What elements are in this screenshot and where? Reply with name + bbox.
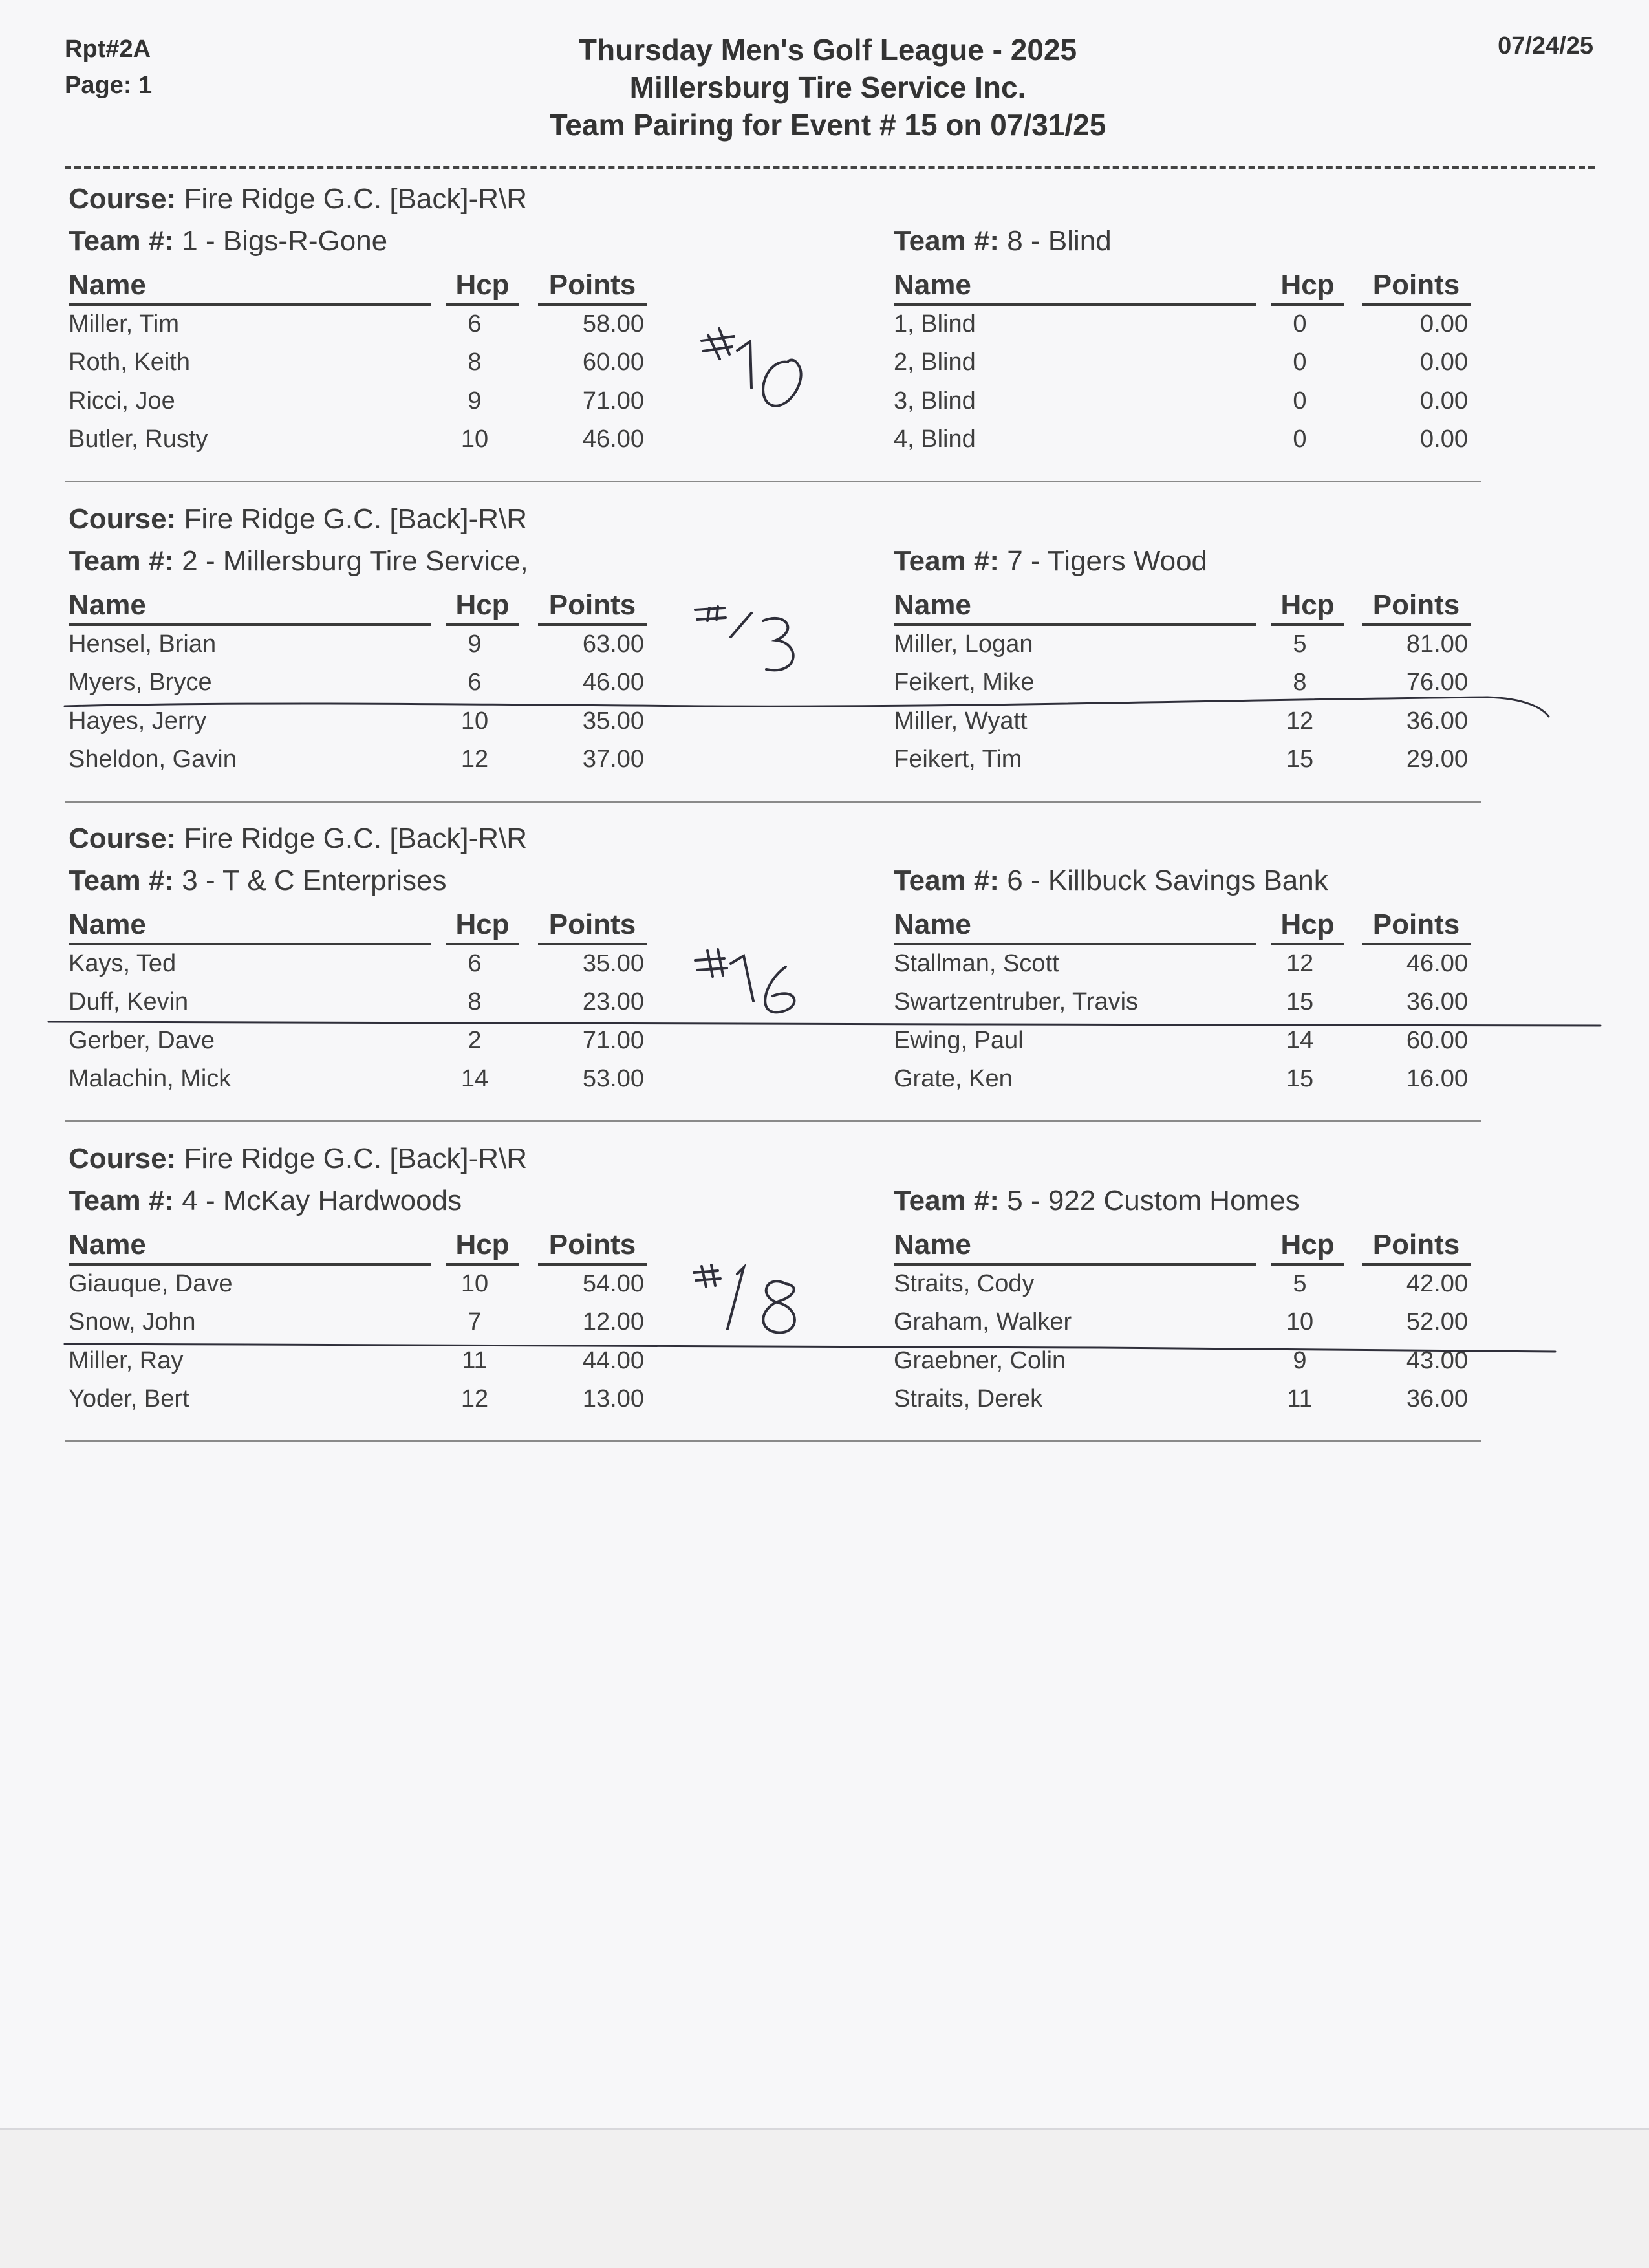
player-name: 4, Blind bbox=[894, 426, 976, 453]
team-title-left bbox=[69, 545, 528, 578]
points-header-underline bbox=[1362, 943, 1471, 945]
player-name: Butler, Rusty bbox=[69, 426, 208, 453]
name-header-underline bbox=[894, 1263, 1256, 1266]
points-header-underline bbox=[538, 943, 647, 945]
team-name: 7 - Tigers Wood bbox=[1007, 545, 1208, 577]
player-name: Sheldon, Gavin bbox=[69, 746, 237, 773]
name-header-underline bbox=[894, 943, 1256, 945]
player-points: 76.00 bbox=[1406, 669, 1468, 696]
points-column-header: Points bbox=[1372, 909, 1460, 940]
points-header-underline bbox=[1362, 623, 1471, 626]
team-title-left bbox=[69, 225, 387, 257]
course-name: Fire Ridge G.C. [Back]-R\R bbox=[184, 1143, 528, 1174]
team-label: Team #: bbox=[894, 225, 1000, 257]
league-title: Thursday Men's Golf League - 2025 bbox=[578, 33, 1077, 67]
hcp-header-underline bbox=[1271, 1263, 1344, 1266]
player-points: 36.00 bbox=[1406, 707, 1468, 735]
points-header-underline bbox=[1362, 1263, 1471, 1266]
name-column-header: Name bbox=[894, 1229, 971, 1260]
player-hcp: 12 bbox=[1286, 950, 1314, 977]
player-name: Giauque, Dave bbox=[69, 1270, 233, 1297]
player-points: 0.00 bbox=[1420, 426, 1468, 453]
name-column-header: Name bbox=[69, 1229, 146, 1260]
points-column-header: Points bbox=[548, 589, 636, 621]
team-title-right bbox=[894, 1185, 1300, 1217]
player-points: 46.00 bbox=[582, 426, 644, 453]
report-id: Rpt#2A bbox=[65, 36, 151, 63]
team-name: 8 - Blind bbox=[1007, 225, 1112, 257]
player-points: 81.00 bbox=[1406, 631, 1468, 658]
player-name: 2, Blind bbox=[894, 349, 976, 376]
player-points: 52.00 bbox=[1406, 1308, 1468, 1335]
player-name: Hensel, Brian bbox=[69, 631, 217, 658]
player-points: 0.00 bbox=[1420, 349, 1468, 376]
player-name: Snow, John bbox=[69, 1308, 196, 1335]
block-bottom-rule bbox=[65, 481, 1481, 482]
player-hcp: 9 bbox=[468, 387, 482, 415]
hcp-header-underline bbox=[1271, 303, 1344, 306]
player-points: 60.00 bbox=[1406, 1027, 1468, 1054]
player-points: 0.00 bbox=[1420, 310, 1468, 338]
points-header-underline bbox=[538, 1263, 647, 1266]
player-name: Ewing, Paul bbox=[894, 1027, 1024, 1054]
player-name: Stallman, Scott bbox=[894, 950, 1059, 977]
name-header-underline bbox=[69, 943, 431, 945]
name-column-header: Name bbox=[894, 909, 971, 940]
player-name: Malachin, Mick bbox=[69, 1065, 232, 1092]
points-header-underline bbox=[1362, 303, 1471, 306]
player-name: Miller, Wyatt bbox=[894, 707, 1028, 735]
player-name: Hayes, Jerry bbox=[69, 707, 207, 735]
course-name: Fire Ridge G.C. [Back]-R\R bbox=[184, 503, 528, 535]
team-label: Team #: bbox=[69, 1185, 175, 1216]
player-points: 13.00 bbox=[582, 1385, 644, 1412]
player-name: Miller, Tim bbox=[69, 310, 179, 338]
course-label: Course: bbox=[69, 183, 177, 215]
player-hcp: 9 bbox=[468, 631, 482, 658]
player-hcp: 15 bbox=[1286, 746, 1314, 773]
team-title-right bbox=[894, 865, 1328, 897]
player-points: 60.00 bbox=[582, 349, 644, 376]
team-name: 5 - 922 Custom Homes bbox=[1007, 1185, 1300, 1216]
player-hcp: 6 bbox=[468, 669, 482, 696]
player-hcp: 12 bbox=[1286, 707, 1314, 735]
hcp-column-header: Hcp bbox=[1280, 1229, 1335, 1260]
hcp-header-underline bbox=[446, 1263, 519, 1266]
name-column-header: Name bbox=[894, 589, 971, 621]
player-points: 44.00 bbox=[582, 1347, 644, 1374]
player-points: 63.00 bbox=[582, 631, 644, 658]
player-points: 16.00 bbox=[1406, 1065, 1468, 1092]
page-number: Page: 1 bbox=[65, 72, 153, 99]
name-header-underline bbox=[69, 623, 431, 626]
points-column-header: Points bbox=[1372, 589, 1460, 621]
player-name: Miller, Logan bbox=[894, 631, 1033, 658]
player-name: Ricci, Joe bbox=[69, 387, 175, 415]
player-points: 71.00 bbox=[582, 1027, 644, 1054]
player-name: Myers, Bryce bbox=[69, 669, 212, 696]
strike-line-3 bbox=[65, 1344, 1555, 1352]
player-name: Feikert, Mike bbox=[894, 669, 1035, 696]
team-name: 6 - Killbuck Savings Bank bbox=[1007, 865, 1328, 896]
hcp-column-header: Hcp bbox=[1280, 909, 1335, 940]
player-points: 58.00 bbox=[582, 310, 644, 338]
player-hcp: 5 bbox=[1293, 1270, 1307, 1297]
hcp-column-header: Hcp bbox=[455, 909, 510, 940]
player-hcp: 10 bbox=[460, 1270, 489, 1297]
player-name: 3, Blind bbox=[894, 387, 976, 415]
event-title: Team Pairing for Event # 15 on 07/31/25 bbox=[549, 108, 1106, 142]
team-label: Team #: bbox=[894, 1185, 1000, 1216]
player-points: 35.00 bbox=[582, 707, 644, 735]
name-header-underline bbox=[69, 1263, 431, 1266]
hcp-column-header: Hcp bbox=[1280, 269, 1335, 301]
team-label: Team #: bbox=[69, 225, 175, 257]
player-hcp: 0 bbox=[1293, 349, 1307, 376]
points-column-header: Points bbox=[548, 909, 636, 940]
player-hcp: 0 bbox=[1293, 387, 1307, 415]
name-header-underline bbox=[69, 303, 431, 306]
player-hcp: 2 bbox=[468, 1027, 482, 1054]
player-hcp: 8 bbox=[1293, 669, 1307, 696]
player-name: Duff, Kevin bbox=[69, 988, 189, 1015]
points-header-underline bbox=[538, 623, 647, 626]
player-name: Graebner, Colin bbox=[894, 1347, 1066, 1374]
player-name: Feikert, Tim bbox=[894, 746, 1022, 773]
block-bottom-rule bbox=[65, 801, 1481, 803]
player-hcp: 11 bbox=[1287, 1385, 1313, 1412]
player-points: 29.00 bbox=[1406, 746, 1468, 773]
hole-note-13-mark bbox=[695, 607, 793, 670]
player-hcp: 12 bbox=[460, 746, 489, 773]
player-hcp: 6 bbox=[468, 950, 482, 977]
name-column-header: Name bbox=[69, 909, 146, 940]
report-title-block bbox=[0, 31, 1649, 144]
player-points: 53.00 bbox=[582, 1065, 644, 1092]
course-line bbox=[69, 1143, 527, 1175]
team-label: Team #: bbox=[69, 545, 175, 577]
name-header-underline bbox=[894, 303, 1256, 306]
player-hcp: 0 bbox=[1293, 310, 1307, 338]
team-name: 3 - T & C Enterprises bbox=[182, 865, 447, 896]
hcp-header-underline bbox=[1271, 943, 1344, 945]
team-title-right bbox=[894, 225, 1112, 257]
player-hcp: 14 bbox=[1286, 1027, 1314, 1054]
block-bottom-rule bbox=[65, 1440, 1481, 1442]
player-hcp: 11 bbox=[462, 1347, 488, 1374]
team-label: Team #: bbox=[894, 865, 1000, 896]
player-hcp: 10 bbox=[460, 426, 489, 453]
player-name: 1, Blind bbox=[894, 310, 976, 338]
name-header-underline bbox=[894, 623, 1256, 626]
hcp-column-header: Hcp bbox=[1280, 589, 1335, 621]
player-points: 0.00 bbox=[1420, 387, 1468, 415]
course-line bbox=[69, 503, 527, 535]
player-points: 36.00 bbox=[1406, 988, 1468, 1015]
player-name: Straits, Cody bbox=[894, 1270, 1035, 1297]
name-column-header: Name bbox=[69, 269, 146, 301]
points-column-header: Points bbox=[1372, 1229, 1460, 1260]
course-name: Fire Ridge G.C. [Back]-R\R bbox=[184, 823, 528, 854]
player-hcp: 8 bbox=[468, 988, 482, 1015]
player-points: 46.00 bbox=[582, 669, 644, 696]
header-divider bbox=[65, 166, 1595, 169]
player-name: Gerber, Dave bbox=[69, 1027, 215, 1054]
player-points: 35.00 bbox=[582, 950, 644, 977]
player-points: 36.00 bbox=[1406, 1385, 1468, 1412]
hcp-header-underline bbox=[1271, 623, 1344, 626]
block-bottom-rule bbox=[65, 1120, 1481, 1122]
player-points: 46.00 bbox=[1406, 950, 1468, 977]
hcp-column-header: Hcp bbox=[455, 269, 510, 301]
player-hcp: 7 bbox=[468, 1308, 482, 1335]
points-column-header: Points bbox=[1372, 269, 1460, 301]
hcp-header-underline bbox=[446, 303, 519, 306]
course-line bbox=[69, 823, 527, 855]
player-name: Miller, Ray bbox=[69, 1347, 184, 1374]
player-hcp: 10 bbox=[460, 707, 489, 735]
team-title-left bbox=[69, 865, 446, 897]
hole-note-16-mark bbox=[695, 949, 794, 1012]
sponsor-title: Millersburg Tire Service Inc. bbox=[629, 70, 1026, 104]
team-label: Team #: bbox=[894, 545, 1000, 577]
player-hcp: 8 bbox=[468, 349, 482, 376]
points-header-underline bbox=[538, 303, 647, 306]
player-hcp: 9 bbox=[1293, 1347, 1307, 1374]
player-name: Straits, Derek bbox=[894, 1385, 1043, 1412]
points-column-header: Points bbox=[548, 269, 636, 301]
hole-note-18-mark bbox=[694, 1265, 795, 1332]
player-hcp: 15 bbox=[1286, 988, 1314, 1015]
report-date: 07/24/25 bbox=[1498, 32, 1593, 59]
team-title-left bbox=[69, 1185, 462, 1217]
player-name: Grate, Ken bbox=[894, 1065, 1013, 1092]
player-hcp: 12 bbox=[460, 1385, 489, 1412]
hcp-column-header: Hcp bbox=[455, 1229, 510, 1260]
player-hcp: 5 bbox=[1293, 631, 1307, 658]
team-title-right bbox=[894, 545, 1207, 578]
course-label: Course: bbox=[69, 503, 177, 535]
hole-note-10-mark bbox=[702, 329, 801, 406]
player-points: 54.00 bbox=[582, 1270, 644, 1297]
player-hcp: 14 bbox=[460, 1065, 489, 1092]
player-points: 23.00 bbox=[582, 988, 644, 1015]
player-points: 71.00 bbox=[582, 387, 644, 415]
player-name: Kays, Ted bbox=[69, 950, 177, 977]
course-name: Fire Ridge G.C. [Back]-R\R bbox=[184, 183, 528, 215]
hcp-header-underline bbox=[446, 943, 519, 945]
player-hcp: 10 bbox=[1286, 1308, 1314, 1335]
course-label: Course: bbox=[69, 1143, 177, 1174]
team-name: 1 - Bigs-R-Gone bbox=[182, 225, 388, 257]
strike-line-2 bbox=[48, 1022, 1600, 1026]
course-line bbox=[69, 183, 527, 215]
hcp-column-header: Hcp bbox=[455, 589, 510, 621]
player-points: 12.00 bbox=[582, 1308, 644, 1335]
player-name: Swartzentruber, Travis bbox=[894, 988, 1139, 1015]
course-label: Course: bbox=[69, 823, 177, 854]
player-name: Roth, Keith bbox=[69, 349, 190, 376]
points-column-header: Points bbox=[548, 1229, 636, 1260]
team-name: 2 - Millersburg Tire Service, bbox=[182, 545, 528, 577]
player-points: 43.00 bbox=[1406, 1347, 1468, 1374]
team-label: Team #: bbox=[69, 865, 175, 896]
name-column-header: Name bbox=[69, 589, 146, 621]
hcp-header-underline bbox=[446, 623, 519, 626]
player-name: Graham, Walker bbox=[894, 1308, 1072, 1335]
player-points: 42.00 bbox=[1406, 1270, 1468, 1297]
player-points: 37.00 bbox=[582, 746, 644, 773]
player-hcp: 15 bbox=[1286, 1065, 1314, 1092]
player-name: Yoder, Bert bbox=[69, 1385, 189, 1412]
team-name: 4 - McKay Hardwoods bbox=[182, 1185, 462, 1216]
player-hcp: 0 bbox=[1293, 426, 1307, 453]
player-hcp: 6 bbox=[468, 310, 482, 338]
name-column-header: Name bbox=[894, 269, 971, 301]
